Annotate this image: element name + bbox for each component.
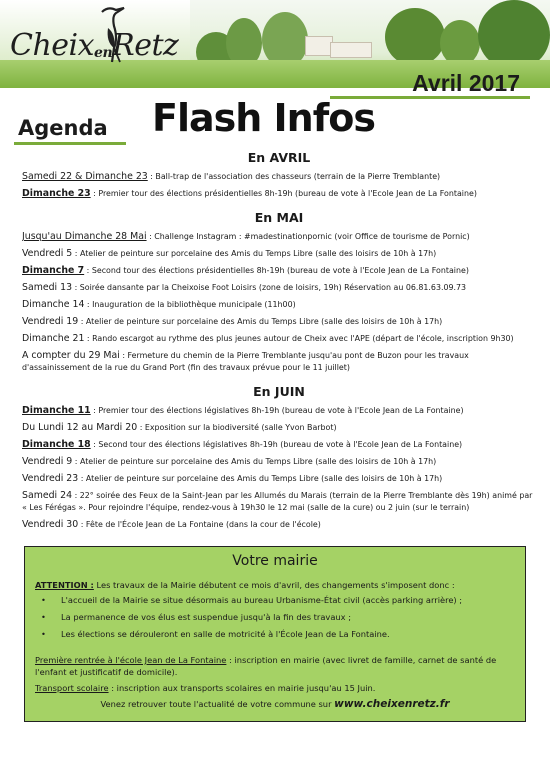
event-date: Samedi 13 xyxy=(22,282,73,293)
event-text: : 22° soirée des Feux de la Saint-Jean par les Allumés du Marais (terrain de la Pierre Tremblante dès 19h) animé par « Les Férégas ». Pour rejoindre l'équipe, rendez-vous à 19h30 le 12 mai (salle de la cure) ou 2 juin (sur le terrain) xyxy=(22,491,533,512)
event-date: Dimanche 23 xyxy=(22,188,91,199)
event-date: Samedi 24 xyxy=(22,490,73,501)
list-item xyxy=(22,316,536,328)
bullet-icon: • xyxy=(41,612,46,622)
rentree-text: : inscription en mairie (avec livret de famille, carnet de santé de l'enfant et justificatif de domicile). xyxy=(35,655,497,677)
issue-month: Avril 2017 xyxy=(412,70,520,96)
event-date: Du Lundi 12 au Mardi 20 xyxy=(22,422,138,433)
list-item xyxy=(22,473,536,485)
attention-notice xyxy=(35,579,515,591)
bullet-text: La permanence de vos élus est suspendue jusqu'à la fin des travaux ; xyxy=(61,612,352,622)
list-item xyxy=(22,248,536,260)
site-logo xyxy=(10,28,178,63)
event-date: Dimanche 21 xyxy=(22,333,85,344)
event-date: Vendredi 19 xyxy=(22,316,79,327)
list-item xyxy=(35,611,515,623)
event-date: Vendredi 30 xyxy=(22,519,79,530)
event-text: : Fermeture du chemin de la Pierre Tremblante jusqu'au pont de Buzon pour les travaux d'assainissement de la rue du Grand Port (fin des travaux prévue pour le 11 juillet) xyxy=(22,351,469,372)
agenda-underline xyxy=(14,142,126,145)
mairie-title: Votre mairie xyxy=(232,553,318,569)
event-text: : Premier tour des élections législatives 8h-19h (bureau de vote à l'Ecole Jean de La Fontaine) xyxy=(90,406,464,415)
event-text: : Exposition sur la biodiversité (salle Yvon Barbot) xyxy=(137,423,337,432)
section-title-avril: En AVRIL xyxy=(247,150,311,165)
event-text: : Second tour des élections présidentielles 8h-19h (bureau de vote à l'Ecole Jean de La Fontaine) xyxy=(84,266,469,275)
transport-text: : inscription aux transports scolaires en mairie jusqu'au 15 Juin. xyxy=(108,683,376,693)
transport-notice xyxy=(35,682,515,694)
event-text: : Inauguration de la bibliothèque municipale (11h00) xyxy=(84,300,296,309)
section-title-mai: En MAI xyxy=(254,210,304,225)
house-shape xyxy=(330,42,372,58)
event-date: Dimanche 7 xyxy=(22,265,85,276)
attention-text: Les travaux de la Mairie débutent ce mois d'avril, des changements s'imposent donc : xyxy=(93,580,455,590)
rentree-notice xyxy=(35,654,515,678)
event-date: Dimanche 14 xyxy=(22,299,85,310)
event-date: Jusqu'au Dimanche 28 Mai xyxy=(22,231,147,242)
event-date: Dimanche 18 xyxy=(22,439,91,450)
list-item xyxy=(22,188,536,200)
tree-shape xyxy=(385,8,445,66)
event-text: : Atelier de peinture sur porcelaine des Amis du Temps Libre (salle des loisirs de 10h à 17h) xyxy=(72,249,437,258)
list-item xyxy=(22,405,536,417)
event-date: Vendredi 23 xyxy=(22,473,79,484)
list-item xyxy=(22,456,536,468)
bullet-icon: • xyxy=(41,629,46,639)
mairie-info-box xyxy=(24,546,526,722)
agenda-heading: Agenda xyxy=(18,116,108,140)
list-item xyxy=(35,594,515,606)
list-item xyxy=(22,171,536,183)
rentree-label: Première rentrée à l'école Jean de La Fontaine xyxy=(35,655,227,665)
footer-text: Venez retrouver toute l'actualité de votre commune sur xyxy=(100,699,335,709)
list-item xyxy=(22,265,536,277)
list-item xyxy=(22,519,536,531)
bullet-text: L'accueil de la Mairie se situe désormais au bureau Urbanisme-État civil (accès parking arrière) ; xyxy=(61,595,463,605)
church-shape xyxy=(305,36,333,56)
event-text: : Second tour des élections législatives 8h-19h (bureau de vote à l'Ecole Jean de La Fontaine) xyxy=(90,440,463,449)
list-item xyxy=(22,231,536,243)
event-date: Samedi 22 & Dimanche 23 xyxy=(22,171,148,182)
list-item xyxy=(22,422,536,434)
list-item xyxy=(35,628,515,640)
logo-retz: Retz xyxy=(112,28,179,63)
list-item xyxy=(22,439,536,451)
logo-cheix: Cheix xyxy=(10,28,95,63)
logo-en: en xyxy=(94,45,113,61)
event-text: : Premier tour des élections présidentielles 8h-19h (bureau de vote à l'Ecole Jean de La Fontaine) xyxy=(90,189,477,198)
event-date: A compter du 29 Mai xyxy=(22,350,120,361)
event-date: Vendredi 9 xyxy=(22,456,73,467)
list-item xyxy=(22,350,536,374)
event-text: : Fête de l'École Jean de La Fontaine (dans la cour de l'école) xyxy=(78,520,321,529)
event-date: Dimanche 11 xyxy=(22,405,91,416)
event-text: : Atelier de peinture sur porcelaine des Amis du Temps Libre (salle des loisirs de 10h à 17h) xyxy=(78,474,443,483)
transport-label: Transport scolaire xyxy=(35,683,109,693)
attention-label: ATTENTION : xyxy=(35,580,94,590)
section-title-juin: En JUIN xyxy=(253,384,305,399)
website-notice xyxy=(35,698,515,710)
bullet-icon: • xyxy=(41,595,46,605)
list-item xyxy=(22,490,536,514)
event-text: : Soirée dansante par la Cheixoise Foot Loisirs (zone de loisirs, 19h) Réservation au 06.81.63.09.73 xyxy=(72,283,467,292)
page-title: Flash Infos xyxy=(152,96,375,140)
event-text: : Atelier de peinture sur porcelaine des Amis du Temps Libre (salle des loisirs de 10h à 17h) xyxy=(78,317,443,326)
event-date: Vendredi 5 xyxy=(22,248,73,259)
event-text: : Atelier de peinture sur porcelaine des Amis du Temps Libre (salle des loisirs de 10h à 17h) xyxy=(72,457,437,466)
website-link[interactable]: www.cheixenretz.fr xyxy=(334,698,450,710)
list-item xyxy=(22,299,536,311)
event-text: : Rando escargot au rythme des plus jeunes autour de Cheix avec l'APE (départ de l'école, inscription 9h30) xyxy=(84,334,514,343)
list-item xyxy=(22,282,536,294)
event-text: : Challenge Instagram : #madestinationpornic (voir Office de tourisme de Pornic) xyxy=(146,232,470,241)
event-text: : Ball-trap de l'association des chasseurs (terrain de la Pierre Tremblante) xyxy=(147,172,441,181)
list-item xyxy=(22,333,536,345)
agenda-content xyxy=(22,148,536,536)
bullet-text: Les élections se dérouleront en salle de motricité à l'École Jean de La Fontaine. xyxy=(61,629,390,639)
